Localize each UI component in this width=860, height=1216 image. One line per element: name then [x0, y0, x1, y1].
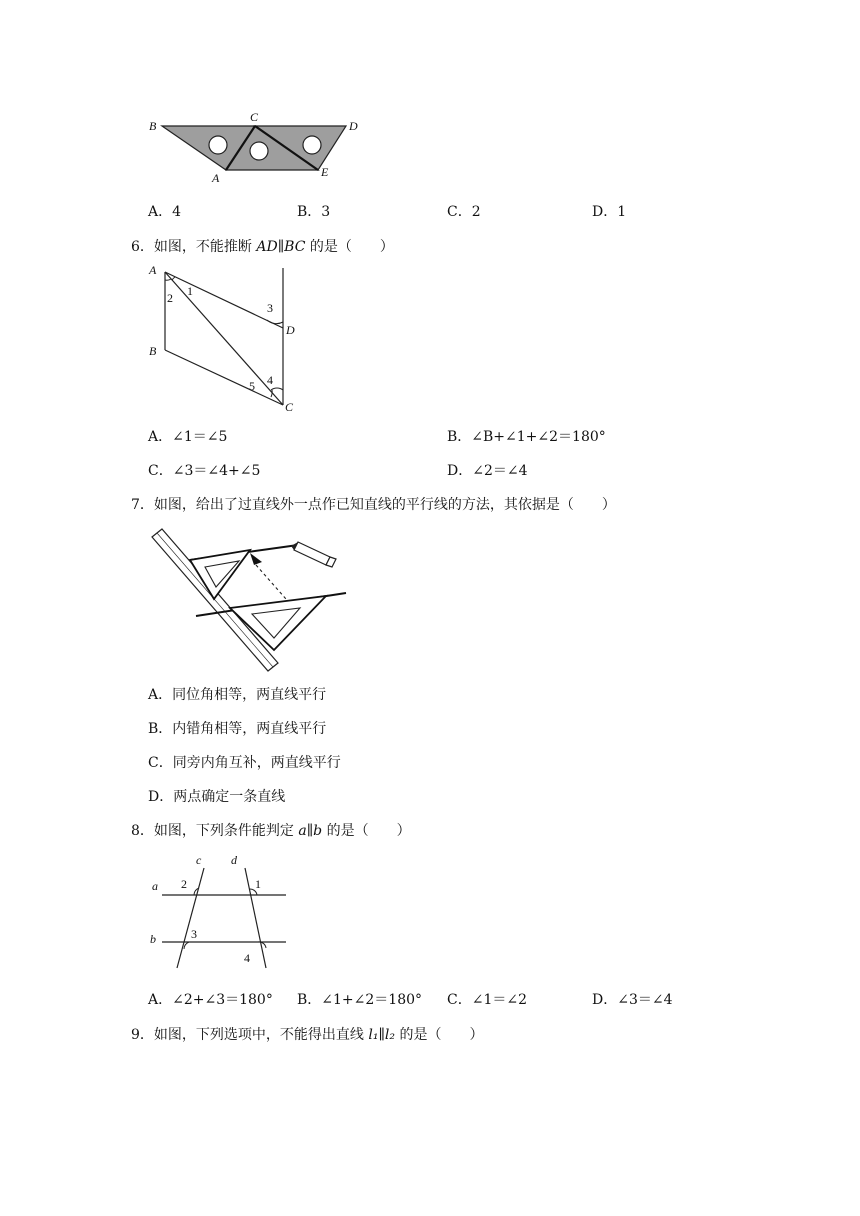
q5-option-d[interactable]: D．1: [592, 204, 627, 220]
q8-label-b: b: [150, 932, 156, 946]
q6-label-b: B: [149, 344, 157, 358]
q9-stem: 9．如图，下列选项中，不能得出直线 l₁∥l₂ 的是（ ）: [131, 1027, 484, 1043]
q5-label-b: B: [149, 119, 157, 133]
q8-stem: 8．如图，下列条件能判定 a∥b 的是（ ）: [131, 823, 411, 839]
q8-option-b[interactable]: B．∠1+∠2＝180°: [297, 992, 423, 1008]
q8-label-a: a: [152, 879, 158, 893]
q5-option-c[interactable]: C．2: [447, 204, 481, 220]
q8-label-d: d: [231, 853, 237, 867]
q6-label-a: A: [149, 263, 157, 277]
q5-label-d: D: [349, 119, 358, 133]
q6-option-b[interactable]: B．∠B+∠1+∠2＝180°: [447, 429, 606, 445]
q5-option-a[interactable]: A．4: [148, 204, 182, 220]
q6-figure: [140, 260, 320, 420]
q8-option-c[interactable]: C．∠1＝∠2: [447, 992, 527, 1008]
q6-angle-2: 2: [167, 291, 173, 305]
q8-option-d[interactable]: D．∠3＝∠4: [592, 992, 673, 1008]
q6-angle-4: 4: [267, 373, 273, 387]
q6-option-a[interactable]: A．∠1＝∠5: [148, 429, 228, 445]
q5-label-e: E: [321, 165, 329, 179]
q7-option-d[interactable]: D．两点确定一条直线: [148, 789, 286, 805]
q8-angle-1: 1: [255, 877, 261, 891]
q8-option-a[interactable]: A．∠2+∠3＝180°: [148, 992, 273, 1008]
q5-option-b[interactable]: B．3: [297, 204, 331, 220]
q6-stem: 6．如图，不能推断 AD∥BC 的是（ ）: [131, 239, 394, 255]
q5-figure: [140, 108, 380, 188]
q7-option-a[interactable]: A．同位角相等，两直线平行: [148, 687, 327, 703]
q7-option-c[interactable]: C．同旁内角互补，两直线平行: [148, 755, 341, 771]
q6-option-d[interactable]: D．∠2＝∠4: [447, 463, 528, 479]
q8-figure: [140, 850, 300, 975]
q5-label-a: A: [212, 171, 220, 185]
q7-option-b[interactable]: B．内错角相等，两直线平行: [148, 721, 327, 737]
q8-angle-3: 3: [191, 927, 197, 941]
q8-label-c: c: [196, 853, 202, 867]
q6-angle-1: 1: [187, 284, 193, 298]
q6-angle-5: 5: [249, 379, 255, 393]
q8-angle-4: 4: [244, 951, 250, 965]
q6-label-c: C: [285, 400, 294, 414]
q6-option-c[interactable]: C．∠3＝∠4+∠5: [148, 463, 261, 479]
q5-label-c: C: [250, 110, 259, 124]
q6-angle-3: 3: [267, 301, 273, 315]
q8-angle-2: 2: [181, 877, 187, 891]
q7-stem: 7．如图，给出了过直线外一点作已知直线的平行线的方法，其依据是（ ）: [131, 497, 616, 513]
q6-label-d: D: [286, 323, 295, 337]
q7-figure: [150, 525, 355, 675]
